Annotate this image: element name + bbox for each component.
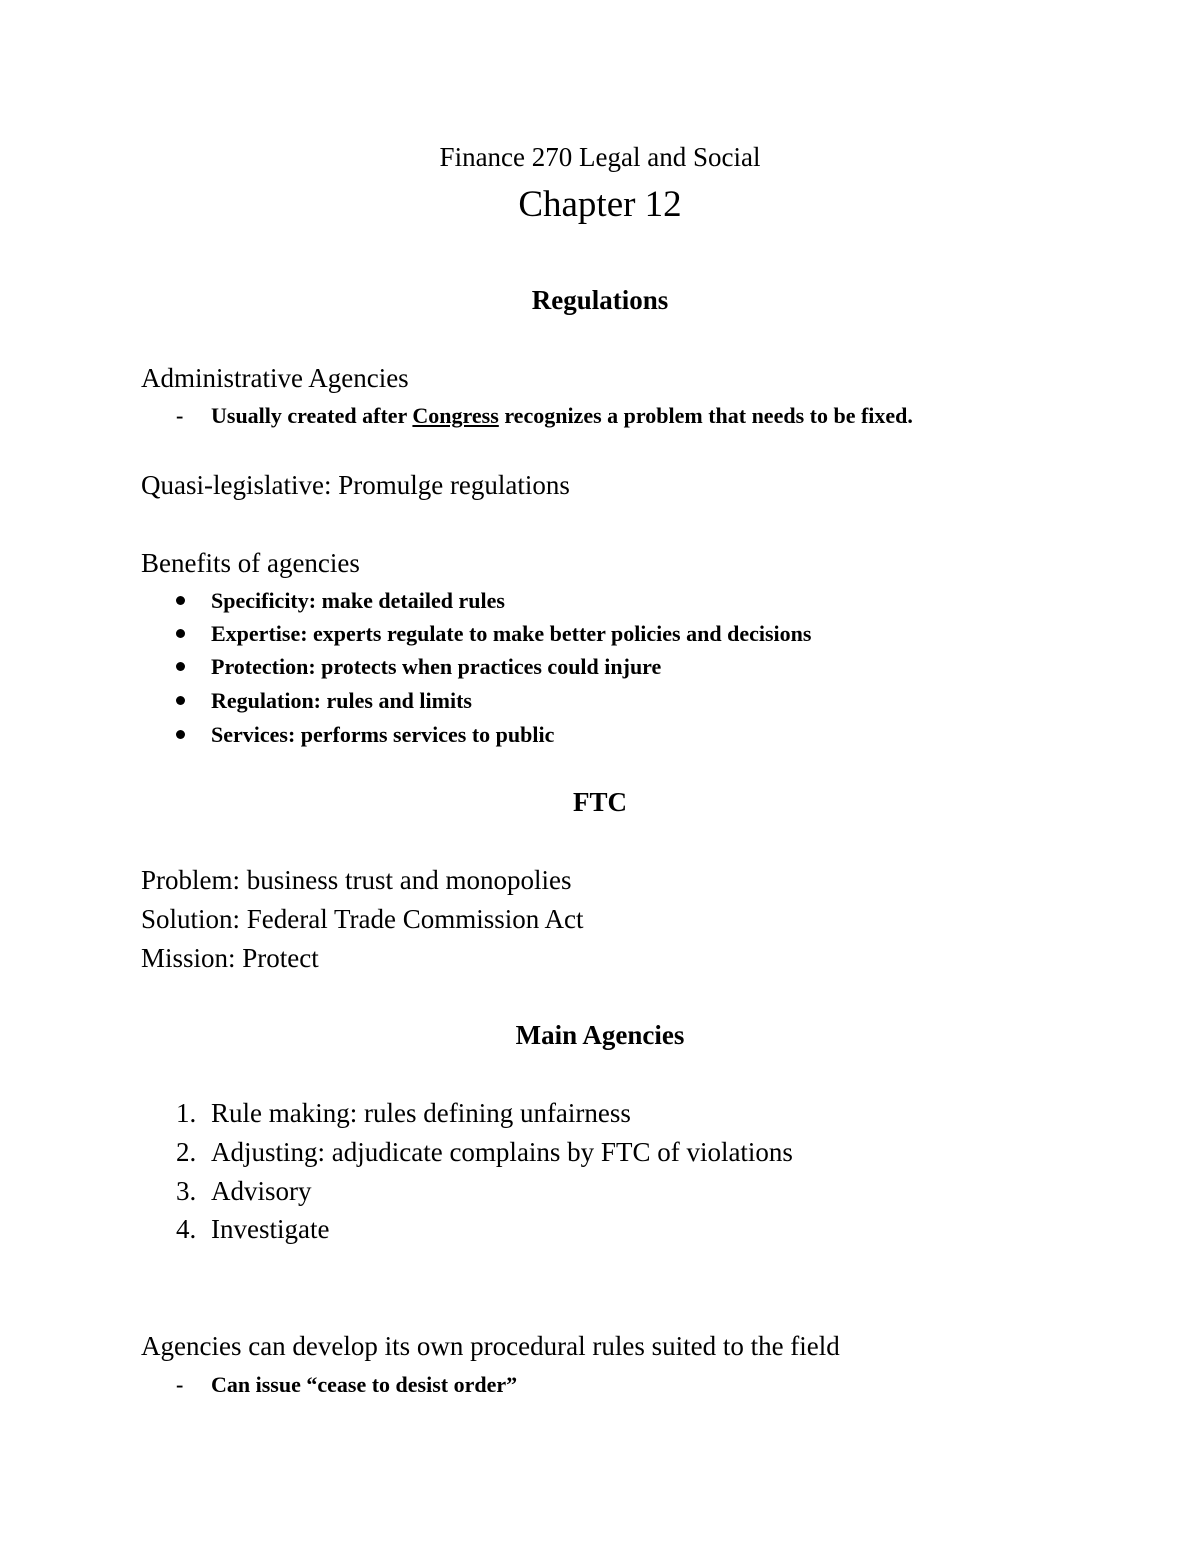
dash-marker: - (176, 403, 184, 428)
list-item: Protection: protects when practices could injure (176, 654, 661, 680)
ftc-mission: Mission: Protect (141, 943, 319, 973)
bullet-icon (176, 629, 185, 638)
closing-note (176, 1372, 517, 1398)
list-item: Specificity: make detailed rules (176, 588, 505, 614)
course-title: Finance 270 Legal and Social (439, 142, 761, 172)
congress-link[interactable]: Congress (412, 403, 499, 428)
list-item: 3. Advisory (176, 1176, 312, 1206)
benefits-title: Benefits of agencies (141, 548, 360, 578)
list-item: 4. Investigate (176, 1214, 330, 1244)
list-item: Regulation: rules and limits (176, 688, 472, 714)
dash-marker: - (176, 1372, 184, 1397)
admin-agencies-note (176, 403, 913, 429)
note-text-after: recognizes a problem that needs to be fixed. (498, 403, 913, 428)
bullet-icon (176, 596, 185, 605)
closing-text: Agencies can develop its own procedural rules suited to the field (141, 1331, 840, 1361)
ftc-problem: Problem: business trust and monopolies (141, 865, 572, 895)
closing-note-text: Can issue “cease to desist order” (211, 1372, 518, 1397)
section-heading-ftc: FTC (573, 787, 627, 817)
list-item: Expertise: experts regulate to make better policies and decisions (176, 621, 811, 647)
admin-agencies-title: Administrative Agencies (141, 363, 409, 393)
section-heading-main-agencies: Main Agencies (515, 1020, 685, 1050)
bullet-icon (176, 662, 185, 671)
ftc-solution: Solution: Federal Trade Commission Act (141, 904, 584, 934)
quasi-legislative-line: Quasi-legislative: Promulge regulations (141, 470, 570, 500)
list-item: 2. Adjusting: adjudicate complains by FTC of violations (176, 1137, 793, 1167)
bullet-icon (176, 696, 185, 705)
bullet-icon (176, 730, 185, 739)
list-item: 1. Rule making: rules defining unfairness (176, 1098, 631, 1128)
chapter-title: Chapter 12 (518, 184, 682, 225)
list-item: Services: performs services to public (176, 722, 554, 748)
section-heading-regulations: Regulations (531, 285, 669, 315)
note-text-before: Usually created after (211, 403, 413, 428)
